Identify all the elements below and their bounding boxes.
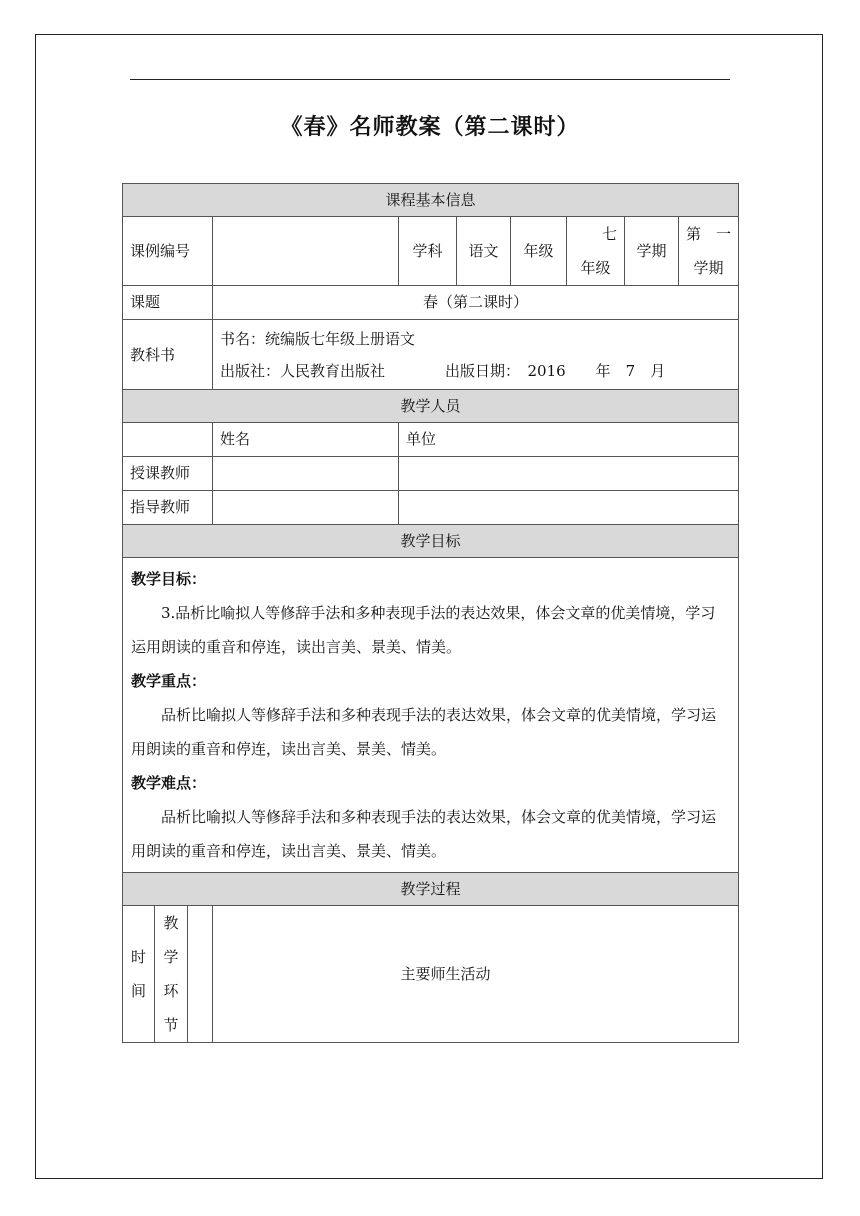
time-char-2: 间	[130, 982, 146, 1000]
textbook-publisher-date: 出版社：人民教育出版社 出版日期： 2016 年 7 月	[220, 361, 666, 380]
lecturer-unit[interactable]	[399, 457, 739, 491]
course-code-label: 课例编号	[123, 217, 213, 286]
staff-col-name: 姓名	[213, 423, 399, 457]
section-teaching-goals: 教学目标	[123, 525, 739, 558]
stage-char-4: 节	[163, 1016, 179, 1034]
grade-label: 年级	[511, 217, 567, 286]
subject-value[interactable]: 语文	[457, 217, 511, 286]
staff-col-unit: 单位	[399, 423, 739, 457]
key-point-heading: 教学重点：	[131, 672, 207, 690]
subject-label: 学科	[399, 217, 457, 286]
staff-role-advisor: 指导教师	[123, 491, 213, 525]
time-char-1: 时	[130, 948, 146, 966]
process-stage-header	[155, 906, 213, 1043]
stage-char-1: 教	[163, 914, 179, 932]
header-rule	[130, 79, 730, 80]
textbook-name: 书名：统编版七年级上册语文	[220, 329, 416, 348]
section-basic-info: 课程基本信息	[123, 184, 739, 217]
staff-header-empty	[123, 423, 213, 457]
page-title: 《春》名师教案（第二课时）	[280, 114, 580, 140]
process-time-header	[123, 906, 155, 1043]
difficulty-heading: 教学难点：	[131, 774, 207, 792]
lecturer-name[interactable]	[213, 457, 399, 491]
section-teaching-staff: 教学人员	[123, 390, 739, 423]
topic-label: 课题	[123, 286, 213, 320]
term-value[interactable]	[679, 217, 739, 286]
staff-role-lecturer: 授课教师	[123, 457, 213, 491]
stage-char-3: 环	[163, 982, 179, 1000]
stage-char-2: 学	[163, 948, 179, 966]
topic-value[interactable]: 春（第二课时）	[213, 286, 739, 320]
textbook-value[interactable]	[213, 320, 739, 390]
grade-value[interactable]	[567, 217, 625, 286]
term-value-line2: 学期	[693, 259, 724, 277]
difficulty-text: 品析比喻拟人等修辞手法和多种表现手法的表达效果，体会文章的优美情境，学习运用朗读的重音和停连，读出言美、景美、情美。	[131, 808, 717, 860]
grade-value-line1: 七	[601, 225, 617, 243]
textbook-label: 教科书	[123, 320, 213, 390]
goal-text: 3.品析比喻拟人等修辞手法和多种表现手法的表达效果，体会文章的优美情境，学习运用朗读的重音和停连，读出言美、景美、情美。	[131, 604, 716, 656]
grade-value-line2: 年级	[580, 259, 611, 277]
advisor-unit[interactable]	[399, 491, 739, 525]
process-activity-header: 主要师生活动	[213, 906, 739, 1043]
term-label: 学期	[625, 217, 679, 286]
term-value-line1: 第 一	[686, 225, 732, 243]
course-code-value[interactable]	[213, 217, 399, 286]
goals-content[interactable]	[123, 558, 739, 873]
advisor-name[interactable]	[213, 491, 399, 525]
goal-heading: 教学目标：	[131, 570, 207, 588]
key-point-text: 品析比喻拟人等修辞手法和多种表现手法的表达效果，体会文章的优美情境，学习运用朗读的重音和停连，读出言美、景美、情美。	[131, 706, 717, 758]
lesson-plan-table	[122, 183, 739, 1043]
section-teaching-process: 教学过程	[123, 873, 739, 906]
